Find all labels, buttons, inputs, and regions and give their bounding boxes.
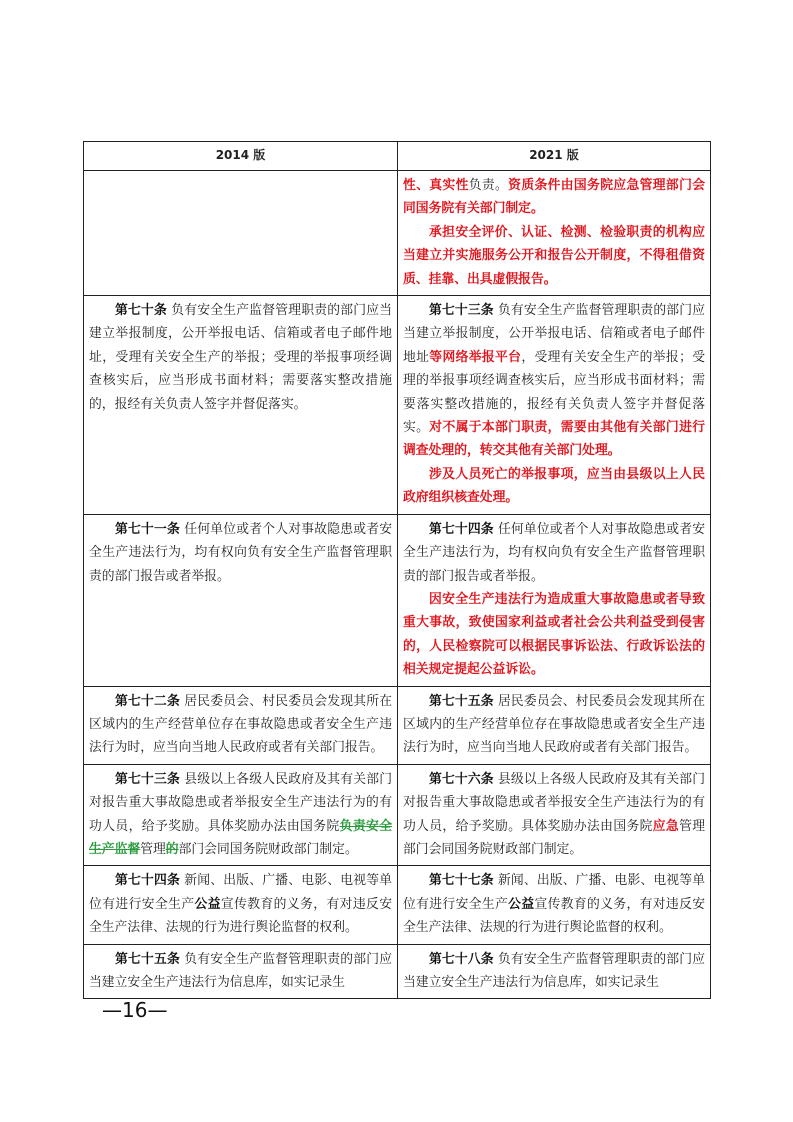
added-text: 涉及人员死亡的举报事项，应当由县级以上人民政府组织核查处理。	[403, 466, 705, 506]
article-text: ，受理有关安全生产的举报；受理的举报事项经调查核实后，应当形成书面材料；需要落实整改措施的，报经有关负责人签字并督促落实。	[403, 349, 706, 436]
cell-2014	[84, 296, 398, 515]
cell-2014	[84, 171, 398, 296]
cell-2014	[84, 686, 398, 764]
added-text: 因安全生产违法行为造成重大事故隐患或者导致重大事故，致使国家利益或者社会公共利益受到侵害的，人民检察院可以根据民事诉讼法、行政诉讼法的相关规定提起公益诉讼。	[403, 591, 705, 678]
article-text: 负有安全生产监督管理职责的部门应当建立举报制度，公开举报电话、信箱或者电子邮件地址	[403, 303, 705, 365]
article-text: 负有安全生产监督管理职责的部门应当建立安全生产违法行为信息库，如实记录生	[89, 951, 392, 990]
added-text: 等网络举报平台	[429, 349, 522, 365]
added-text: 性、真实性	[403, 178, 469, 193]
article-number: 第七十五条	[429, 693, 494, 709]
cell-2021	[398, 764, 711, 866]
added-text: 资质条件由国务院应急管理部门会同国务院有关部门制定。	[403, 178, 706, 217]
bold-text: 公益	[508, 896, 535, 912]
article-number: 第七十六条	[429, 771, 494, 787]
added-text: 对不属于本部门职责，需要由其他有关部门进行调查处理的，转交其他有关部门处理。	[403, 420, 706, 459]
article-number: 第七十五条	[115, 951, 180, 967]
table-row	[84, 296, 711, 515]
cell-2014	[84, 514, 398, 686]
cell-2014	[84, 944, 398, 999]
article-number: 第七十三条	[115, 771, 180, 787]
deleted-text: 负责安全生产监督	[89, 818, 393, 857]
cell-2021	[398, 514, 711, 686]
article-text: 居民委员会、村民委员会发现其所在区域内的生产经营单位存在事故隐患或者安全生产违法行为时，应当向当地人民政府或者有关部门报告。	[403, 693, 705, 756]
header-2021: 2021 版	[398, 142, 711, 171]
page-number: —16—	[102, 998, 168, 1022]
added-text: 承担安全评价、认证、检测、检验职责的机构应当建立并实施服务公开和报告公开制度，不得租借资质、挂靠、出具虚假报告。	[403, 224, 705, 287]
article-text: 居民委员会、村民委员会发现其所在区域内的生产经营单位存在事故隐患或者安全生产违法行为时，应当向当地人民政府或者有关部门报告。	[89, 693, 392, 756]
article-number: 第七十四条	[429, 521, 494, 537]
article-text: 负有安全生产监督管理职责的部门应当建立安全生产违法行为信息库，如实记录生	[403, 951, 705, 990]
article-text: 负有安全生产监督管理职责的部门应当建立举报制度，公开举报电话、信箱或者电子邮件地址，受理有关安全生产的举报；受理的举报事项经调查核实后，应当形成书面材料；需要落实整改措施的，报经有关负责人签字并督促落实。	[89, 303, 393, 412]
text: 负责。	[468, 178, 509, 193]
cell-2021	[398, 296, 711, 515]
bold-text: 公益	[194, 896, 221, 912]
article-text: 新闻、出版、广播、电影、电视等单位有进行安全生产	[89, 873, 392, 912]
article-text: 县级以上各级人民政府及其有关部门对报告重大事故隐患或者举报安全生产违法行为的有功人员，给予奖励。具体奖励办法由国务院	[403, 771, 705, 834]
article-number: 第七十四条	[115, 873, 180, 889]
article-text: 宣传教育的义务，有对违反安全生产法律、法规的行为进行舆论监督的权利。	[89, 896, 393, 936]
article-text: 部门会同国务院财政部门制定。	[178, 841, 358, 857]
article-text: 县级以上各级人民政府及其有关部门对报告重大事故隐患或者举报安全生产违法行为的有功人员，给予奖励。具体奖励办法由国务院	[89, 771, 392, 834]
cell-2014	[84, 764, 398, 866]
table-row	[84, 171, 711, 296]
comparison-table	[83, 141, 711, 999]
article-text: 任何单位或者个人对事故隐患或者安全生产违法行为，均有权向负有安全生产监督管理职责的部门报告或者举报。	[403, 521, 705, 584]
cell-2014	[84, 866, 398, 944]
article-text: 任何单位或者个人对事故隐患或者安全生产违法行为，均有权向负有安全生产监督管理职责的部门报告或者举报。	[89, 521, 392, 584]
cell-2021	[398, 171, 711, 296]
cell-2021	[398, 686, 711, 764]
article-number: 第七十条	[115, 303, 167, 319]
article-text: 宣传教育的义务，有对违反安全生产法律、法规的行为进行舆论监督的权利。	[403, 896, 706, 936]
article-number: 第七十七条	[429, 873, 494, 889]
article-number: 第七十三条	[429, 303, 494, 319]
article-number: 第七十一条	[115, 521, 180, 537]
article-text: 管理	[140, 841, 166, 857]
deleted-text: 的	[165, 841, 179, 857]
header-2014: 2014 版	[84, 142, 398, 171]
added-text: 应急	[652, 818, 680, 834]
cell-2021	[398, 944, 711, 999]
table-row	[84, 514, 711, 686]
table-row	[84, 866, 711, 944]
table-row	[84, 764, 711, 866]
article-text: 管理部门会同国务院财政部门制定。	[403, 818, 706, 857]
table-row	[84, 944, 711, 999]
article-number: 第七十八条	[429, 951, 494, 967]
article-text: 新闻、出版、广播、电影、电视等单位有进行安全生产	[403, 873, 705, 912]
article-number: 第七十二条	[115, 693, 180, 709]
cell-2021	[398, 866, 711, 944]
table-header-row	[84, 142, 711, 171]
table-row	[84, 686, 711, 764]
